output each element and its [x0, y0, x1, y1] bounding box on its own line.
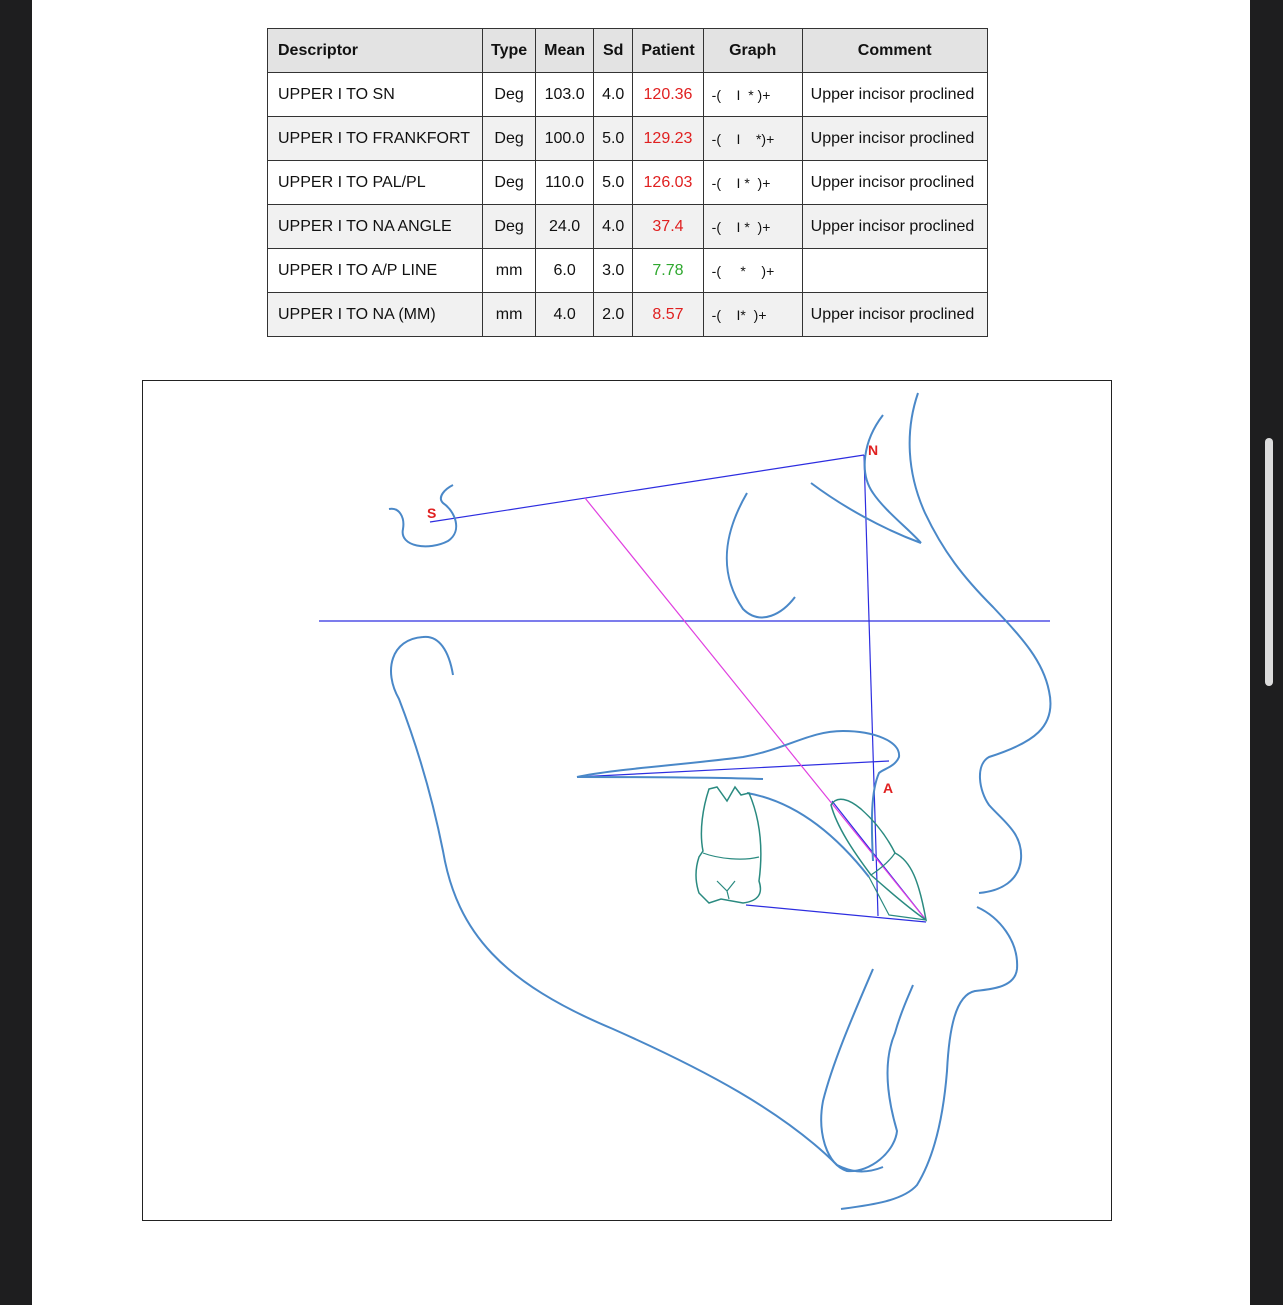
comment-cell: Upper incisor proclined — [802, 293, 987, 337]
patient-cell: 37.4 — [633, 205, 703, 249]
comment-cell: Upper incisor proclined — [802, 73, 987, 117]
soft-tissue-profile — [910, 393, 1051, 893]
patient-cell: 129.23 — [633, 117, 703, 161]
column-header-sd: Sd — [594, 29, 633, 73]
graph-cell — [703, 205, 802, 249]
document-page — [32, 0, 1250, 1305]
nasion-label: N — [868, 442, 879, 458]
occlusal-line — [746, 905, 926, 922]
descriptor-cell: UPPER I TO NA (MM) — [268, 293, 483, 337]
a-point-label: A — [883, 780, 894, 796]
patient-cell: 7.78 — [633, 249, 703, 293]
graph-text: -( I * )+ — [711, 86, 771, 103]
graph-text: -( * )+ — [711, 262, 775, 279]
descriptor-cell: UPPER I TO PAL/PL — [268, 161, 483, 205]
molar-outline — [696, 787, 761, 903]
graph-cell — [703, 249, 802, 293]
descriptor-cell: UPPER I TO SN — [268, 73, 483, 117]
palate-lower-outline — [577, 777, 763, 779]
table-row — [268, 205, 988, 249]
table-row — [268, 293, 988, 337]
column-header-comment: Comment — [802, 29, 987, 73]
incisor-projection-line — [585, 498, 926, 920]
maxillary-alveolar-outline — [747, 793, 869, 877]
orbit-outline — [727, 493, 795, 617]
descriptor-cell: UPPER I TO FRANKFORT — [268, 117, 483, 161]
sd-cell: 3.0 — [594, 249, 633, 293]
nasal-bone-outline — [865, 415, 921, 543]
cephalometric-tracing — [142, 380, 1112, 1221]
lower-lip-chin-outline — [841, 907, 1017, 1209]
column-header-mean: Mean — [536, 29, 594, 73]
type-cell: Deg — [483, 73, 536, 117]
comment-cell — [802, 249, 987, 293]
sd-cell: 5.0 — [594, 117, 633, 161]
mean-cell: 103.0 — [536, 73, 594, 117]
cephalometric-table — [267, 28, 988, 337]
table-row — [268, 73, 988, 117]
graph-cell — [703, 293, 802, 337]
graph-cell — [703, 161, 802, 205]
mean-cell: 100.0 — [536, 117, 594, 161]
patient-cell: 8.57 — [633, 293, 703, 337]
vertical-scrollbar[interactable] — [1265, 438, 1273, 686]
graph-text: -( I *)+ — [711, 130, 775, 147]
patient-cell: 126.03 — [633, 161, 703, 205]
sd-cell: 2.0 — [594, 293, 633, 337]
type-cell: Deg — [483, 161, 536, 205]
symphysis-outline — [821, 969, 913, 1171]
graph-cell — [703, 73, 802, 117]
column-header-descriptor: Descriptor — [268, 29, 483, 73]
comment-cell: Upper incisor proclined — [802, 161, 987, 205]
descriptor-cell: UPPER I TO A/P LINE — [268, 249, 483, 293]
type-cell: Deg — [483, 117, 536, 161]
palate-outline — [577, 731, 899, 861]
graph-text: -( I * )+ — [711, 174, 771, 191]
sella-outline — [389, 485, 456, 546]
molar-root-line — [717, 881, 735, 899]
mean-cell: 4.0 — [536, 293, 594, 337]
type-cell: mm — [483, 293, 536, 337]
sella-label: S — [427, 505, 437, 521]
mandible-outline — [391, 637, 883, 1172]
mean-cell: 6.0 — [536, 249, 594, 293]
mean-cell: 24.0 — [536, 205, 594, 249]
sd-cell: 4.0 — [594, 205, 633, 249]
sd-cell: 5.0 — [594, 161, 633, 205]
column-header-graph: Graph — [703, 29, 802, 73]
comment-cell: Upper incisor proclined — [802, 205, 987, 249]
table-row — [268, 249, 988, 293]
type-cell: Deg — [483, 205, 536, 249]
column-header-type: Type — [483, 29, 536, 73]
patient-cell: 120.36 — [633, 73, 703, 117]
type-cell: mm — [483, 249, 536, 293]
sn-line — [430, 455, 864, 522]
tracing-drawing — [143, 381, 1111, 1220]
sd-cell: 4.0 — [594, 73, 633, 117]
graph-cell — [703, 117, 802, 161]
mean-cell: 110.0 — [536, 161, 594, 205]
graph-text: -( I* )+ — [711, 306, 767, 323]
palatal-line — [577, 761, 889, 777]
table-header-row — [268, 29, 988, 73]
molar-crown-line — [703, 853, 759, 859]
table-row — [268, 117, 988, 161]
graph-text: -( I * )+ — [711, 218, 771, 235]
descriptor-cell: UPPER I TO NA ANGLE — [268, 205, 483, 249]
column-header-patient: Patient — [633, 29, 703, 73]
table-row — [268, 161, 988, 205]
comment-cell: Upper incisor proclined — [802, 117, 987, 161]
